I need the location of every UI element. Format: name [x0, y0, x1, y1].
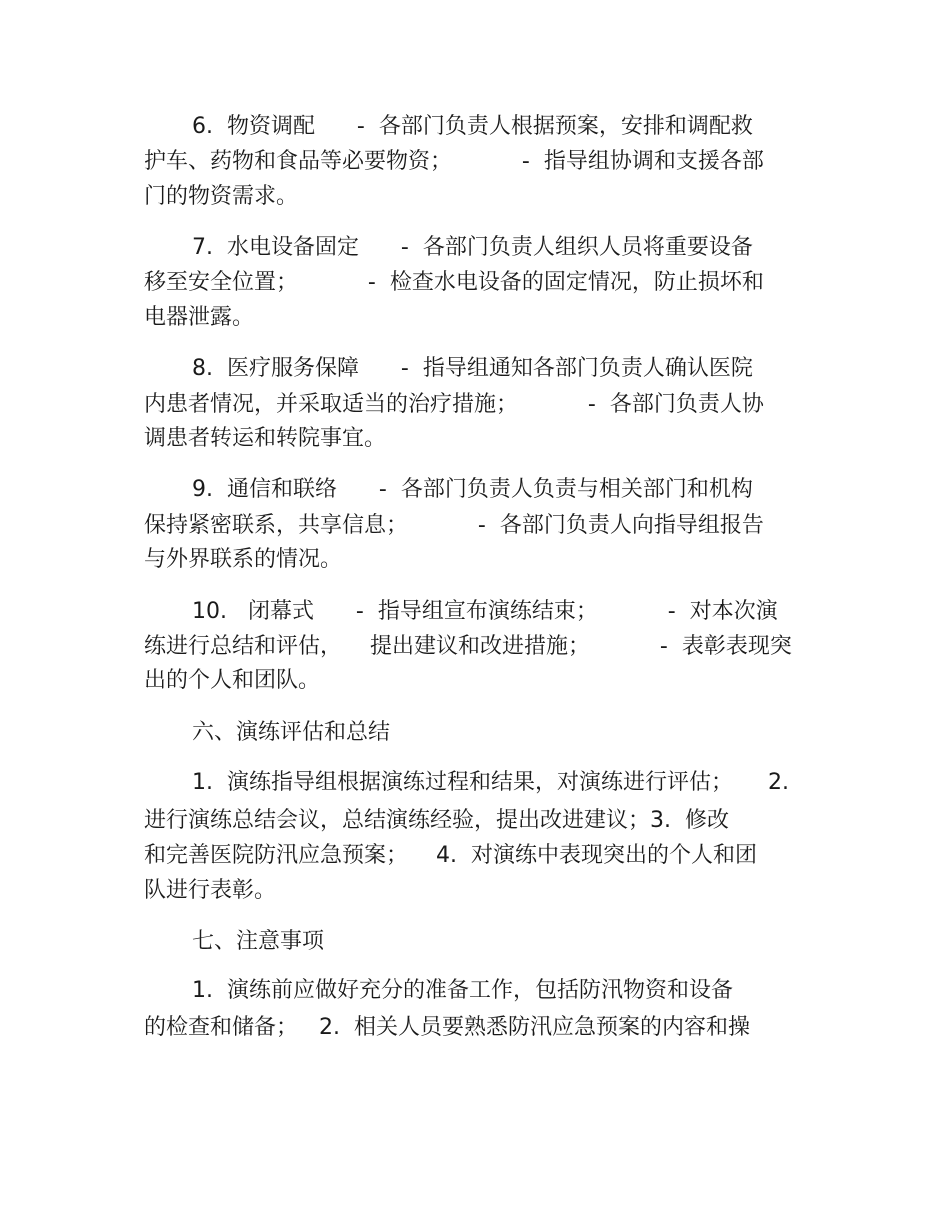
section-heading-notes: 七、注意事项 — [192, 929, 325, 954]
item-6-line-3: 门的物资需求。 — [144, 184, 299, 209]
item-6-line-2: 护车、药物和食品等必要物资； - 指导组协调和支援各部 — [144, 149, 764, 174]
item-9-line-3: 与外界联系的情况。 — [144, 547, 343, 572]
item-7-line-1: 7. 水电设备固定 - 各部门负责人组织人员将重要设备 — [192, 235, 753, 260]
item-8-line-2: 内患者情况，并采取适当的治疗措施； - 各部门负责人协 — [144, 392, 764, 417]
notes-line-2: 的检查和储备； 2. 相关人员要熟悉防汛应急预案的内容和操 — [144, 1015, 750, 1040]
item-6-line-1: 6. 物资调配 - 各部门负责人根据预案，安排和调配救 — [192, 114, 753, 139]
evaluation-line-1: 1. 演练指导组根据演练过程和结果，对演练进行评估； 2. — [192, 770, 789, 795]
item-7-line-3: 电器泄露。 — [144, 305, 255, 330]
item-9-line-2: 保持紧密联系，共享信息； - 各部门负责人向指导组报告 — [144, 513, 764, 538]
notes-line-1: 1. 演练前应做好充分的准备工作，包括防汛物资和设备 — [192, 978, 733, 1003]
item-7-line-2: 移至安全位置； - 检查水电设备的固定情况，防止损坏和 — [144, 270, 764, 295]
item-10-line-3: 出的个人和团队。 — [144, 668, 321, 693]
evaluation-line-3: 和完善医院防汛应急预案； 4. 对演练中表现突出的个人和团 — [144, 843, 757, 868]
item-10-line-1: 10. 闭幕式 - 指导组宣布演练结束； - 对本次演 — [192, 599, 778, 624]
evaluation-line-4: 队进行表彰。 — [144, 878, 277, 903]
item-10-line-2: 练进行总结和评估， 提出建议和改进措施； - 表彰表现突 — [144, 634, 792, 659]
section-heading-evaluation: 六、演练评估和总结 — [192, 720, 391, 745]
item-8-line-3: 调患者转运和转院事宜。 — [144, 426, 387, 451]
item-8-line-1: 8. 医疗服务保障 - 指导组通知各部门负责人确认医院 — [192, 356, 753, 381]
item-9-line-1: 9. 通信和联络 - 各部门负责人负责与相关部门和机构 — [192, 477, 753, 502]
evaluation-line-2: 进行演练总结会议，总结演练经验，提出改进建议；3. 修改 — [144, 808, 729, 833]
